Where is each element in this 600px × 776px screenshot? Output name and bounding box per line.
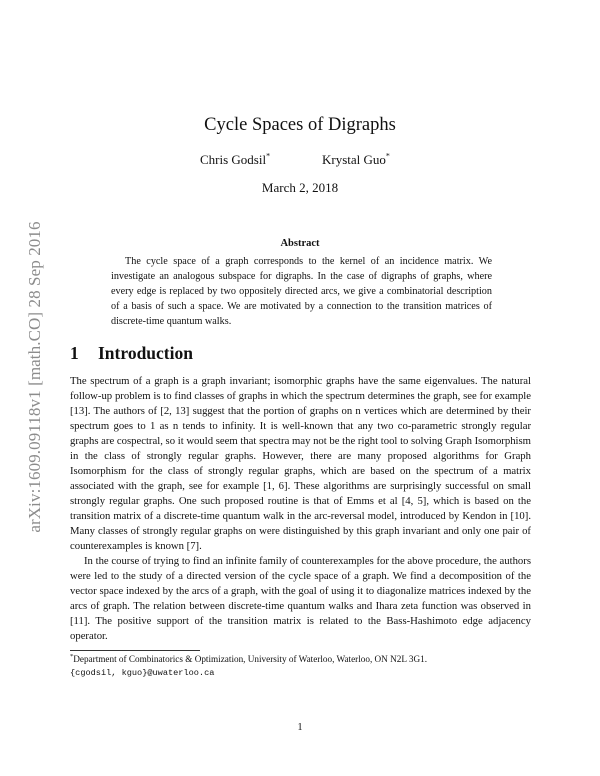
author-footnote-mark: * xyxy=(385,151,390,161)
author-name: Chris Godsil xyxy=(200,152,267,167)
section-number: 1 xyxy=(70,343,79,363)
footnote-mark: * xyxy=(70,652,74,660)
body-paragraph: The spectrum of a graph is a graph invariant; isomorphic graphs have the same eigenvalues. The natural follow-up problem is to find classes of graphs in which the spectrum determines the graph, see for example [13]. The authors of [2, 13] suggest that the portion of graphs on n vertices which are determined by their spectrum goes to 1 as n tends to infinity. It is well-known that any two co-parametric strongly regular graphs are cospectral, so it would seem that spectra may not be the right tool to solving Graph Isomorphism in the class of strongly regular graphs. However, there are many proposed algorithms for Graph Isomorphism for the class of strongly regular graphs, which are based on the spectrum of a matrix associated with the graph, see for example [1, 6]. These algorithms are surprisingly successful on small strongly regular graphs. One such proposed routine is that of Emms et al [4, 5], which is based on the transition matrix of a discrete-time quantum walk in the arc-reversal model, introduced by Kendon in [10]. Many classes of strongly regular graphs on were distinguished by this graph invariant and only one pair of counterexamples is known [7]. xyxy=(70,375,531,552)
paper-date: March 2, 2018 xyxy=(261,180,339,195)
author-name: Krystal Guo xyxy=(322,152,386,167)
body-paragraph: In the course of trying to find an infinite family of counterexamples for the above procedure, the authors were led to the study of a directed version of the cycle space of a graph. We find a decomposition of the vector space indexed by the arcs of a graph, with the goal of using it to diagonalize matrices indexed by the arcs of graph. The relation between discrete-time quantum walks and Ihara zeta function was observed in [11]. The positive support of the transition matrix is related to the Bass-Hashimoto edge adjacency operator. xyxy=(70,555,531,642)
footnote-rule xyxy=(70,650,200,651)
section-body xyxy=(70,374,531,644)
author xyxy=(322,152,390,168)
author-footnote-mark: * xyxy=(266,151,271,161)
arxiv-identifier-margin xyxy=(24,177,46,577)
abstract-text: The cycle space of a graph corresponds to the kernel of an incidence matrix. We investigate an analogous subspace for digraphs. In the case of digraphs of graphs, where every edge is replaced by two oppositely directed arcs, we give a combinatorial description of a basis of such a space. We are motivated by a connection to the transition matrices of discrete-time quantum walks. xyxy=(111,256,492,327)
footnote-email: {cgodsil, kguo}@uwaterloo.ca xyxy=(70,667,215,678)
footnote xyxy=(70,653,540,679)
footnote-affiliation: Department of Combinatorics & Optimization, University of Waterloo, Waterloo, ON N2L 3G1. xyxy=(73,654,428,664)
section-heading xyxy=(70,343,193,364)
paper-title: Cycle Spaces of Digraphs xyxy=(204,115,396,135)
page-number: 1 xyxy=(297,722,303,733)
arxiv-identifier: arXiv:1609.09118v1 [math.CO] 28 Sep 2016 xyxy=(25,221,44,533)
author xyxy=(200,152,270,168)
section-title: Introduction xyxy=(98,343,193,363)
abstract-heading: Abstract xyxy=(280,238,320,249)
